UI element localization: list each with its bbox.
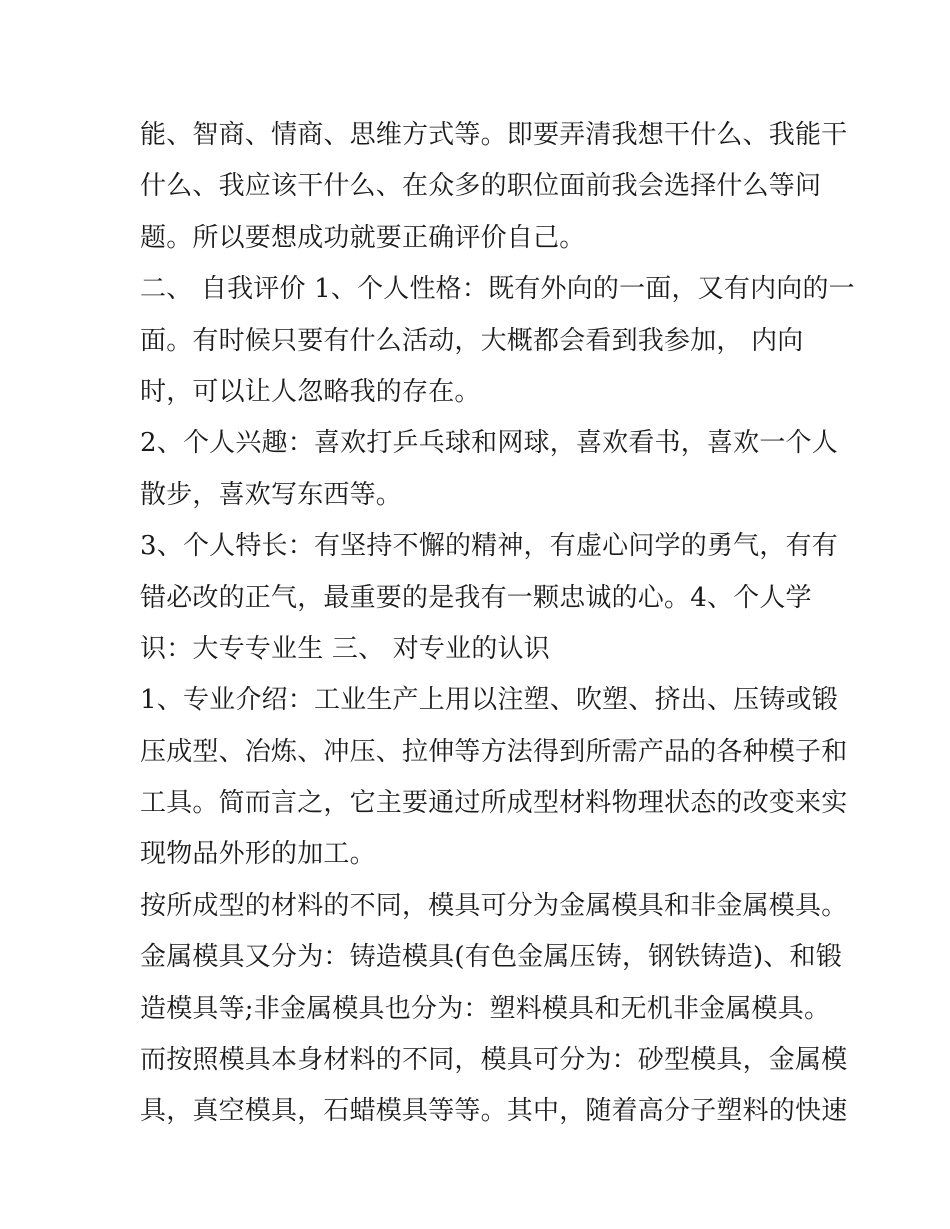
text-line: 而按照模具本身材料的不同，模具可分为：砂型模具，金属模 [140, 1045, 848, 1076]
text-line: 现物品外形的加工。 [140, 839, 376, 870]
text-line: 按所成型的材料的不同，模具可分为金属模具和非金属模具。 [140, 890, 848, 921]
text-line: 能、智商、情商、思维方式等。即要弄清我想干什么、我能干 [140, 120, 848, 150]
text-line: 工具。简而言之，它主要通过所成型材料物理状态的改变来实 [140, 788, 848, 819]
text-line: 面。有时候只要有什么活动，大概都会看到我参加， 内向 [140, 325, 804, 356]
document-body-text [140, 110, 855, 1138]
text-line: 1、专业介绍：工业生产上用以注塑、吹塑、挤出、压铸或锻 [140, 685, 838, 716]
text-line: 造模具等;非金属模具也分为：塑料模具和无机非金属模具。 [140, 993, 831, 1024]
text-line: 二、 自我评价 1、个人性格：既有外向的一面，又有内向的一 [140, 274, 855, 305]
text-line: 什么、我应该干什么、在众多的职位面前我会选择什么等问 [140, 171, 822, 202]
text-line: 具，真空模具，石蜡模具等等。其中，随着高分子塑料的快速 [140, 1096, 848, 1127]
text-line: 错必改的正气，最重要的是我有一颗忠诚的心。4、个人学 [140, 582, 812, 613]
text-line: 题。所以要想成功就要正确评价自己。 [140, 222, 586, 253]
text-line: 识：大专专业生 三、 对专业的认识 [140, 633, 550, 664]
text-line: 压成型、冶炼、冲压、拉伸等方法得到所需产品的各种模子和 [140, 736, 848, 767]
text-line: 时，可以让人忽略我的存在。 [140, 376, 481, 407]
text-line: 2、个人兴趣：喜欢打乒乓球和网球，喜欢看书，喜欢一个人 [140, 428, 838, 459]
text-line: 3、个人特长：有坚持不懈的精神，有虚心问学的勇气，有有 [140, 531, 838, 562]
text-line: 金属模具又分为：铸造模具(有色金属压铸，钢铁铸造)、和锻 [140, 942, 842, 973]
text-line: 散步，喜欢写东西等。 [140, 479, 403, 510]
